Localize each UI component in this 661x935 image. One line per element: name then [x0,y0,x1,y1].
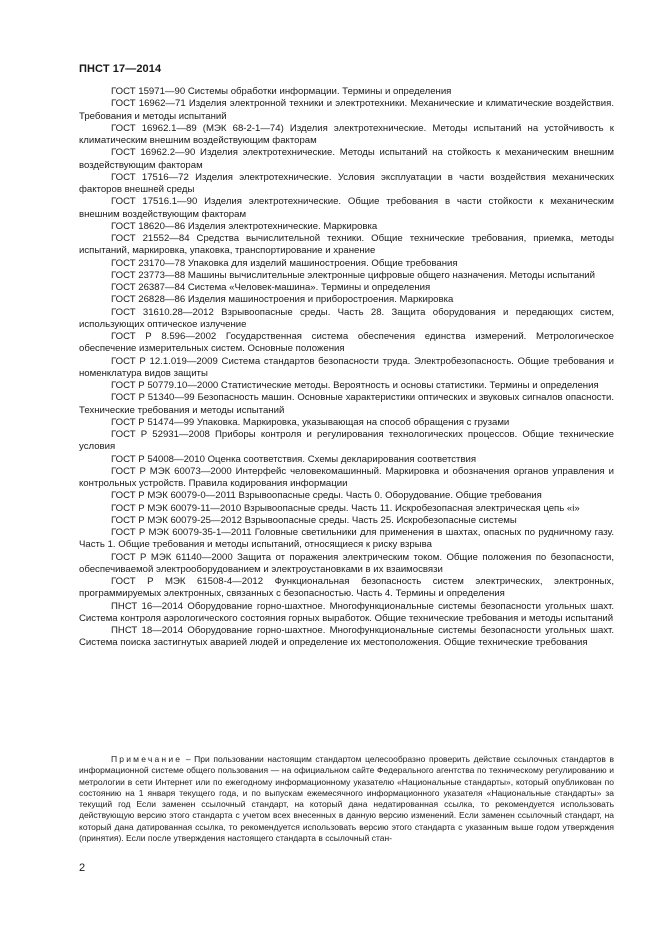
reference-item: ГОСТ Р МЭК 60079-11—2010 Взрывоопасные среды. Часть 11. Искробезопасная электрическая цепь «i» [111,502,580,514]
note-text: – При пользовании настоящим стандартом целесообразно проверить действие ссылочных стандартов в информационной системе общего пользования — на официальном сайте Федерального агентства по техническому регулированию и метрологии в сети Интернет или по ежегодному информационному указателю «Национальные стандарты», который опубликован по состоянию на 1 января текущего года, и по выпускам ежемесячного информационного указателя «Национальные стандарты» за текущий год Если заменен ссылочный стандарт, на который дана недатированная ссылка, то рекомендуется использовать действующую версию этого стандарта с учетом всех внесенных в данную версию изменений. Если заменен ссылочный стандарт, на который дана датированная ссылка, то рекомендуется использовать версию этого стандарта с указанным выше годом утверждения (принятия). Если после утверждения настоящего стандарта в ссылочный стан- [79,754,614,844]
reference-item: ГОСТ 16962.2—90 Изделия электротехнические. Методы испытаний на стойкость к механическим внешним воздействующим факторам [79,147,614,171]
reference-item: ГОСТ 21552—84 Средства вычислительной техники. Общие технические требования, приемка, методы испытаний, маркировка, упаковка, транспортирование и хранение [79,233,614,257]
reference-item: ГОСТ 16962—71 Изделия электронной техники и электротехники. Механические и климатические воздействия. Требования и методы испытаний [79,98,614,122]
reference-item: ГОСТ Р 8.596—2002 Государственная система обеспечения единства измерений. Метрологическое обеспечение измерительных систем. Основные положения [79,331,614,355]
reference-item: ГОСТ Р МЭК 60073—2000 Интерфейс человекомашинный. Маркировка и обозначения органов управления и контрольных устройств. Правила кодирования информации [79,465,614,489]
reference-item: ПНСТ 16—2014 Оборудование горно-шахтное. Многофункциональные системы безопасности угольных шахт. Система контроля аэрологического состояния горных выработок. Общие технические требования и методы испытаний [79,600,614,624]
reference-item: ГОСТ 17516—72 Изделия электротехнические. Условия эксплуатации в части воздействия механических факторов внешней среды [79,171,614,195]
document-header: ПНСТ 17—2014 [79,63,162,75]
reference-item: ГОСТ 26828—86 Изделия машиностроения и приборостроения. Маркировка [111,294,454,306]
reference-item: ГОСТ 18620—86 Изделия электротехнические. Маркировка [111,220,378,232]
reference-item: ГОСТ Р МЭК 61508-4—2012 Функциональная безопасность систем электрических, электронных, программируемых электронных, связанных с безопасностью. Часть 4. Термины и определения [79,576,614,600]
reference-item: ГОСТ Р МЭК 60079-35-1—2011 Головные светильники для применения в шахтах, опасных по рудничному газу. Часть 1. Общие требования и методы испытаний, относящиеся к риску взрыва [79,527,614,551]
reference-item: ГОСТ Р МЭК 60079-0—2011 Взрывоопасные среды. Часть 0. Оборудование. Общие требования [111,490,542,502]
reference-item: ГОСТ Р МЭК 60079-25—2012 Взрывоопасные среды. Часть 25. Искробезопасные системы [111,514,517,526]
reference-item: ГОСТ 17516.1—90 Изделия электротехнические. Общие требования в части стойкости к механическим внешним воздействующим факторам [79,196,614,220]
note-label: Примечание [111,754,183,764]
reference-item: ГОСТ Р МЭК 61140—2000 Защита от поражения электрическим током. Общие положения по безопасности, обеспечиваемой электрооборудованием и электроустановками в их взаимосвязи [79,551,614,575]
reference-item: ГОСТ 16962.1—89 (МЭК 68-2-1—74) Изделия электротехнические. Методы испытаний на устойчивость к климатическим внешним воздействующим факторам [79,122,614,146]
reference-item: ГОСТ 31610.28—2012 Взрывоопасные среды. Часть 28. Защита оборудования и передающих систем, использующих оптическое излучение [79,306,614,330]
reference-item: ГОСТ 23170—78 Упаковка для изделий машиностроения. Общие требования [111,257,458,269]
reference-item: ГОСТ Р 12.1.019—2009 Система стандартов безопасности труда. Электробезопасность. Общие требования и номенклатура видов защиты [79,355,614,379]
reference-item: ГОСТ Р 54008—2010 Оценка соответствия. Схемы декларирования соответствия [111,453,477,465]
reference-item: ГОСТ Р 51474—99 Упаковка. Маркировка, указывающая на способ обращения с грузами [111,416,510,428]
reference-item: ГОСТ Р 51340—99 Безопасность машин. Основные характеристики оптических и звуковых сигналов опасности. Технические требования и методы испытаний [79,392,614,416]
reference-item: ГОСТ 15971—90 Системы обработки информации. Термины и определения [111,86,452,97]
normative-references-list [79,86,614,650]
reference-item: ПНСТ 18—2014 Оборудование горно-шахтное. Многофункциональные системы безопасности угольных шахт. Система поиска застигнутых аварией людей и определение их местоположения. Общие технические требования [79,625,614,649]
reference-item: ГОСТ 23773—88 Машины вычислительные электронные цифровые общего назначения. Методы испытаний [111,269,595,281]
note-paragraph [79,754,614,844]
page-number: 2 [79,862,86,874]
reference-item: ГОСТ 26387—84 Система «Человек-машина». Термины и определения [111,282,431,293]
reference-item: ГОСТ Р 52931—2008 Приборы контроля и регулирования технологических процессов. Общие технические условия [79,429,614,453]
reference-item: ГОСТ Р 50779.10—2000 Статистические методы. Вероятность и основы статистики. Термины и определения [111,380,599,391]
